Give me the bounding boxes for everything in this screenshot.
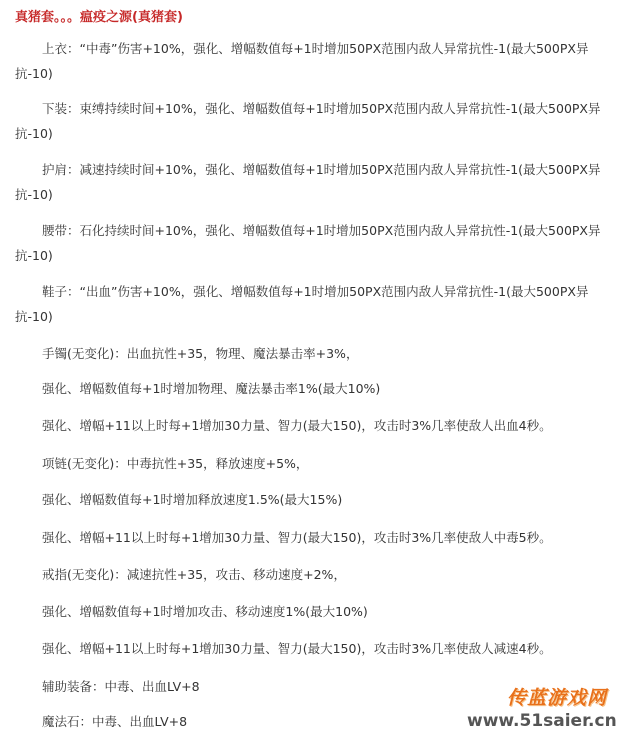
equipment-item-text: 护肩：减速持续时间+10%，强化、增幅数值每+1时增加50PX范围内敌人异常抗性-1(最大500PX异	[42, 162, 601, 177]
equipment-item-shoes	[15, 279, 611, 329]
equipment-item-text: 鞋子：“出血”伤害+10%，强化、增幅数值每+1时增加50PX范围内敌人异常抗性-1(最大500PX异	[42, 284, 589, 299]
bracelet-effect-line: 强化、增幅+11以上时每+1增加30力量、智力(最大150)，攻击时3%几率使敌人出血4秒。	[42, 418, 552, 433]
equipment-item-text-continued: 抗-10)	[15, 309, 53, 324]
equipment-item-text-continued: 抗-10)	[15, 187, 53, 202]
support-equipment-line: 辅助装备：中毒、出血LV+8	[42, 679, 200, 694]
equipment-item-text: 上衣：“中毒”伤害+10%，强化、增幅数值每+1时增加50PX范围内敌人异常抗性-1(最大500PX异	[42, 41, 589, 56]
necklace-bonus-line: 强化、增幅数值每+1时增加释放速度1.5%(最大15%)	[42, 492, 343, 507]
bracelet-line: 手镯(无变化)：出血抗性+35，物理、魔法暴击率+3%，	[42, 346, 359, 361]
equipment-item-text-continued: 抗-10)	[15, 126, 53, 141]
watermark-url: www.51saier.cn	[467, 711, 617, 731]
site-watermark	[467, 683, 617, 731]
equipment-item-text-continued: 抗-10)	[15, 248, 53, 263]
equipment-item-shoulder	[15, 157, 611, 207]
watermark-logo: 传蓝游戏网	[506, 687, 607, 709]
equipment-item-bottom	[15, 96, 611, 146]
equipment-item-text: 腰带：石化持续时间+10%，强化、增幅数值每+1时增加50PX范围内敌人异常抗性-1(最大500PX异	[42, 223, 601, 238]
equipment-item-text: 下装：束缚持续时间+10%，强化、增幅数值每+1时增加50PX范围内敌人异常抗性-1(最大500PX异	[42, 101, 601, 116]
ring-effect-line: 强化、增幅+11以上时每+1增加30力量、智力(最大150)，攻击时3%几率使敌人减速4秒。	[42, 641, 552, 656]
necklace-effect-line: 强化、增幅+11以上时每+1增加30力量、智力(最大150)，攻击时3%几率使敌人中毒5秒。	[42, 530, 552, 545]
magic-stone-line: 魔法石：中毒、出血LV+8	[42, 714, 188, 729]
equipment-item-belt	[15, 218, 611, 268]
equipment-item-text-continued: 抗-10)	[15, 66, 53, 81]
necklace-line: 项链(无变化)：中毒抗性+35，释放速度+5%，	[42, 456, 309, 471]
page-title: 真猪套。。。瘟疫之源(真猪套)	[15, 10, 183, 25]
ring-bonus-line: 强化、增幅数值每+1时增加攻击、移动速度1%(最大10%)	[42, 604, 368, 619]
bracelet-bonus-line: 强化、增幅数值每+1时增加物理、魔法暴击率1%(最大10%)	[42, 381, 381, 396]
ring-line: 戒指(无变化)：减速抗性+35，攻击、移动速度+2%，	[42, 567, 346, 582]
equipment-item-top	[15, 36, 611, 86]
